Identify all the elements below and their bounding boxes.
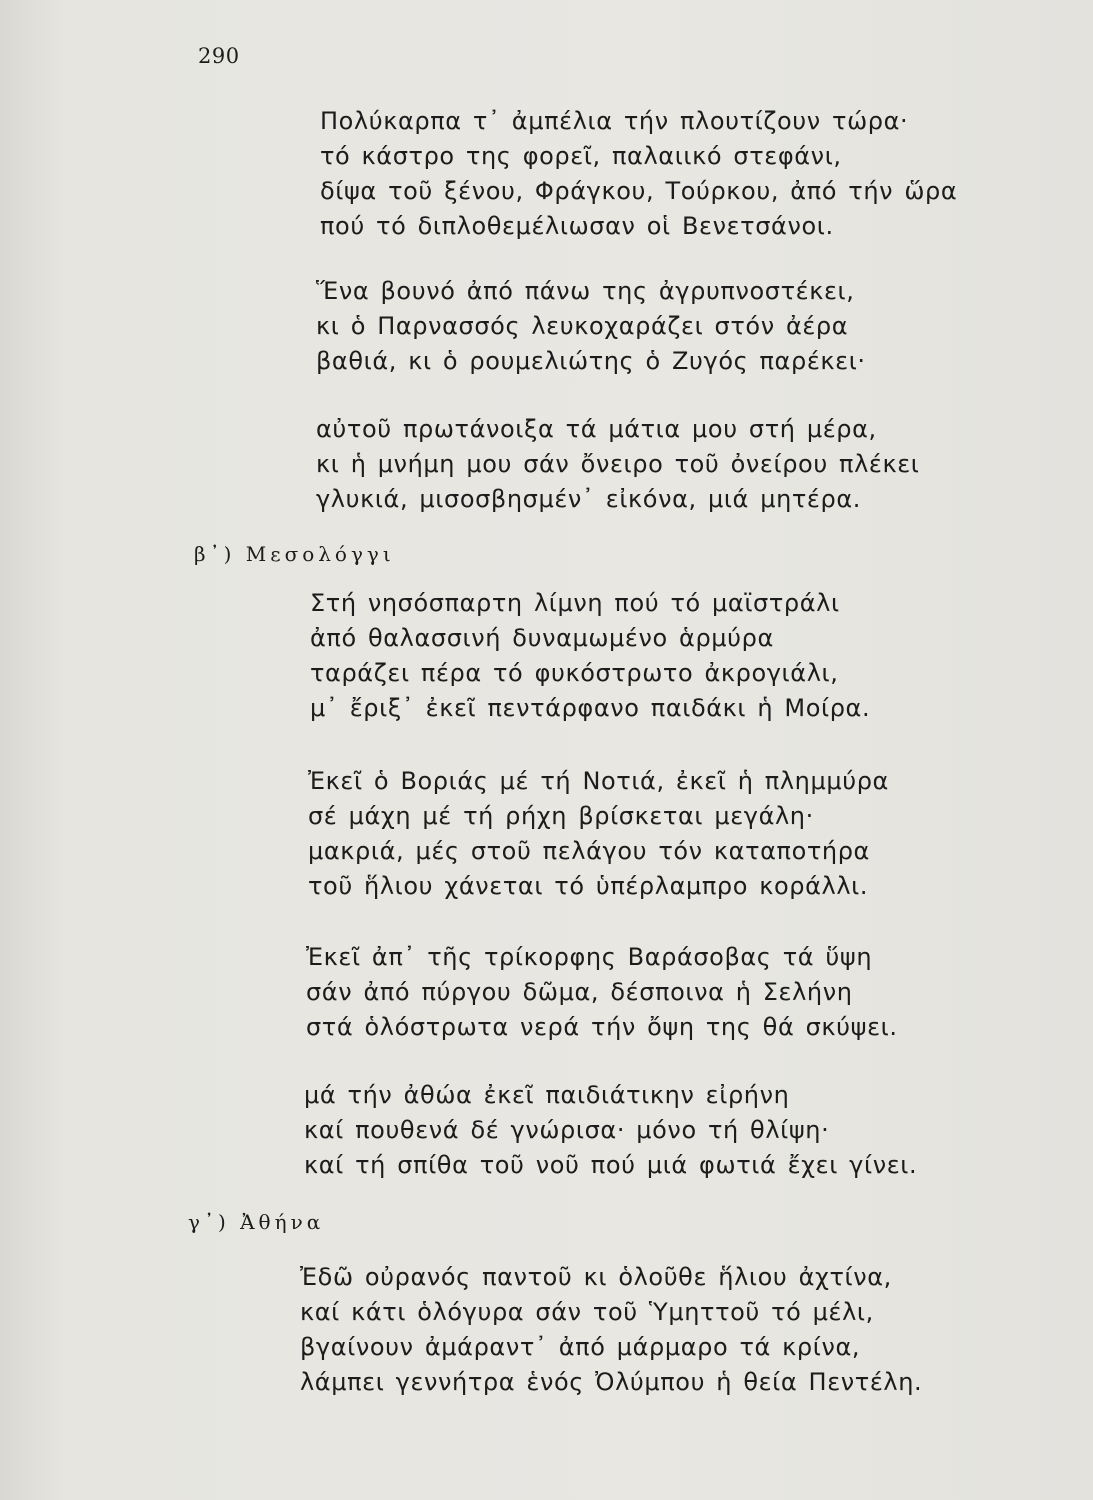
poem-line: μ᾽ ἔριξ᾽ ἐκεῖ πεντάρφανο παιδάκι ἡ Μοίρα.: [310, 694, 871, 722]
poem-line: αὐτοῦ πρωτάνοιξα τά μάτια μου στή μέρα,: [316, 415, 877, 443]
poem-line: λάμπει γεννήτρα ἑνός Ὀλύμπου ἡ θεία Πεντέλη.: [300, 1368, 923, 1396]
poem-line: κι ἡ μνήμη μου σάν ὄνειρο τοῦ ὀνείρου πλέκει: [316, 450, 920, 478]
poem-line: μά τήν ἀθώα ἐκεῖ παιδιάτικην εἰρήνη: [304, 1081, 790, 1109]
poem-line: στά ὁλόστρωτα νερά τήν ὄψη της θά σκύψει.: [306, 1013, 898, 1041]
poem-line: σέ μάχη μέ τή ρήχη βρίσκεται μεγάλη·: [308, 802, 814, 830]
poem-line: τοῦ ἥλιου χάνεται τό ὑπέρλαμπρο κοράλλι.: [308, 872, 869, 900]
stanza-2: [316, 274, 866, 379]
stanza-5: [308, 764, 889, 904]
poem-line: Πολύκαρπα τ᾽ ἀμπέλια τήν πλουτίζουν τώρα·: [320, 107, 909, 135]
poem-line: πού τό διπλοθεμέλιωσαν οἱ Βενετσάνοι.: [320, 212, 834, 240]
poem-line: ταράζει πέρα τό φυκόστρωτο ἀκρογιάλι,: [310, 659, 839, 687]
poem-line: Ἐδῶ οὐρανός παντοῦ κι ὁλοῦθε ἥλιου ἀχτίνα,: [300, 1263, 892, 1291]
page-number: 290: [198, 44, 240, 68]
stanza-3: [316, 412, 920, 517]
stanza-7: [304, 1078, 917, 1183]
poem-line: βαθιά, κι ὁ ρουμελιώτης ὁ Ζυγός παρέκει·: [316, 347, 866, 375]
poem-line: καί κάτι ὁλόγυρα σάν τοῦ Ὑμηττοῦ τό μέλι,: [300, 1298, 874, 1326]
stanza-4: [310, 586, 870, 726]
poem-line: ἀπό θαλασσινή δυναμωμένο ἁρμύρα: [310, 624, 774, 652]
stanza-8: [300, 1260, 922, 1400]
poem-line: γλυκιά, μισοσβησμέν᾽ εἰκόνα, μιά μητέρα.: [316, 485, 861, 513]
poem-line: βγαίνουν ἀμάραντ᾽ ἀπό μάρμαρο τά κρίνα,: [300, 1333, 861, 1361]
stanza-1: [320, 104, 957, 244]
poem-line: καί τή σπίθα τοῦ νοῦ πού μιά φωτιά ἔχει γίνει.: [304, 1151, 918, 1179]
poem-line: μακριά, μές στοῦ πελάγου τόν καταποτήρα: [308, 837, 870, 865]
stanza-6: [306, 940, 898, 1045]
poem-line: Ἐκεῖ ἀπ᾽ τῆς τρίκορφης Βαράσοβας τά ὕψη: [306, 943, 873, 971]
poem-line: σάν ἀπό πύργου δῶμα, δέσποινα ἡ Σελήνη: [306, 978, 853, 1006]
poem-line: Στή νησόσπαρτη λίμνη πού τό μαϊστράλι: [310, 589, 840, 617]
poem-line: καί πουθενά δέ γνώρισα· μόνο τή θλίψη·: [304, 1116, 830, 1144]
section-heading-athina: γ᾽) Ἀθήνα: [188, 1210, 325, 1234]
poem-line: Ἐκεῖ ὁ Βοριάς μέ τή Νοτιά, ἐκεῖ ἡ πλημμύρα: [308, 767, 889, 795]
section-heading-mesolongi: β᾽) Μεσολόγγι: [194, 542, 395, 566]
poem-line: κι ὁ Παρνασσός λευκοχαράζει στόν ἀέρα: [316, 312, 849, 340]
poem-line: τό κάστρο της φορεῖ, παλαιικό στεφάνι,: [320, 142, 842, 170]
poem-line: Ἕνα βουνό ἀπό πάνω της ἀγρυπνοστέκει,: [316, 277, 855, 305]
poem-line: δίψα τοῦ ξένου, Φράγκου, Τούρκου, ἀπό τήν ὥρα: [320, 177, 958, 205]
